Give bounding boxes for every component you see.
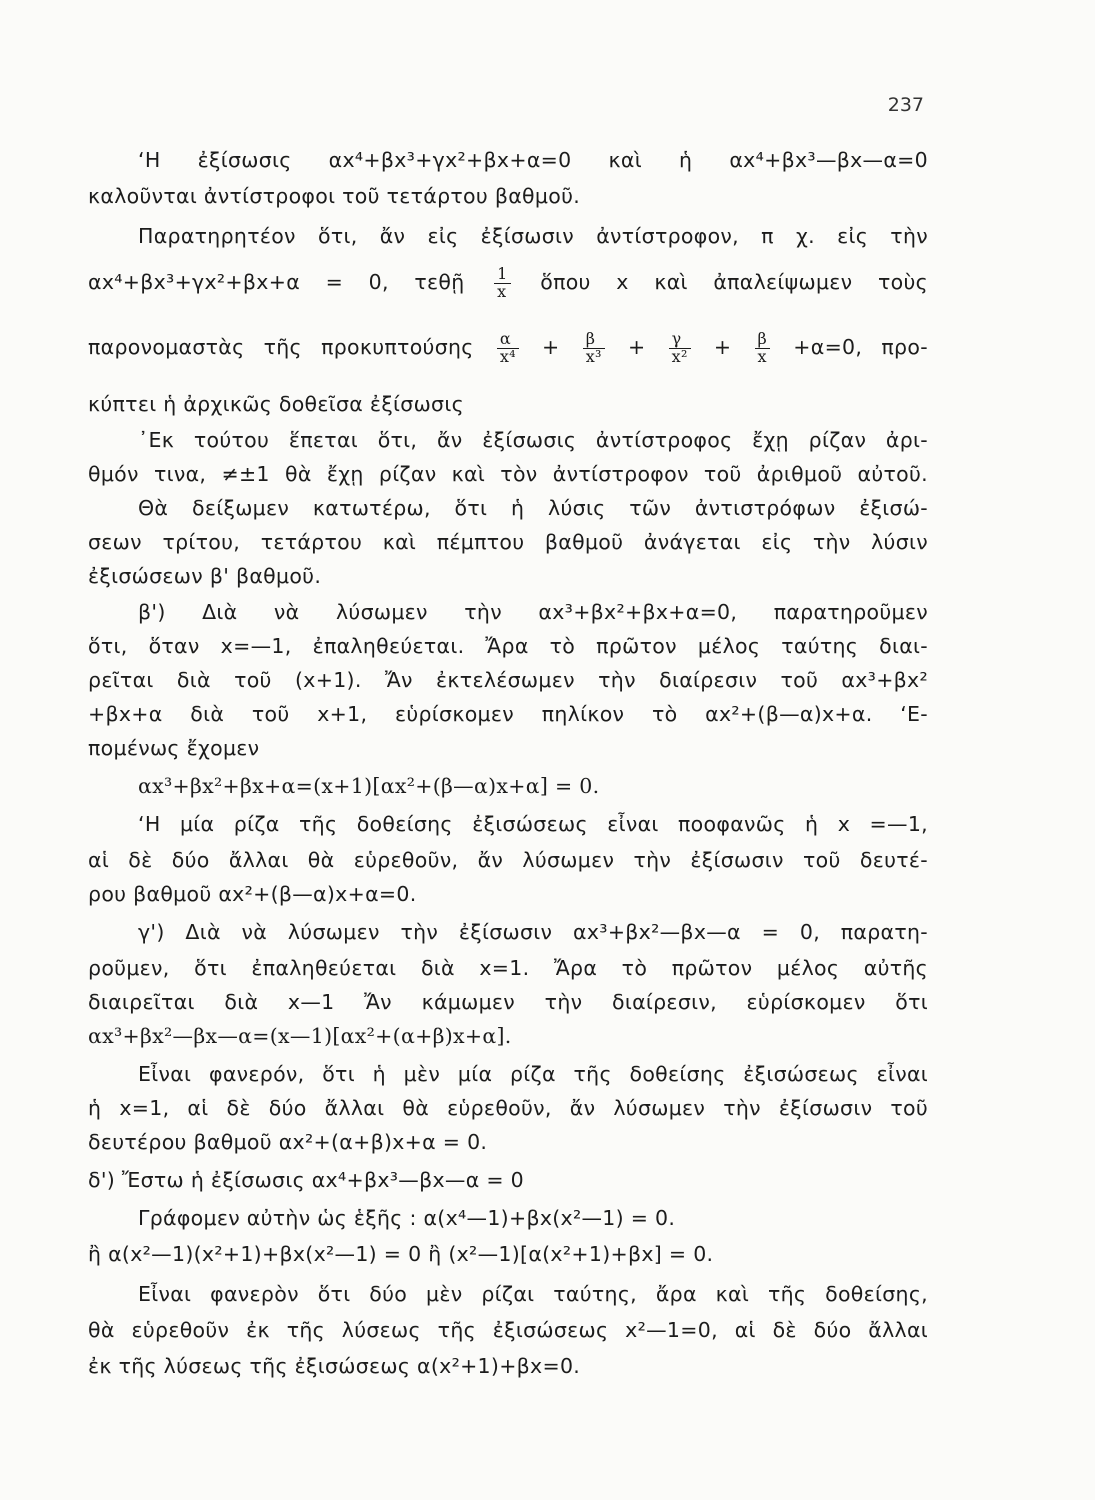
text-line-20: ρου βαθμοῦ αx²+(β—α)x+α=0. xyxy=(88,882,417,906)
fraction-alpha-over-x4: $\frac{\alpha}{\text{x⁴}}$ xyxy=(497,331,519,366)
text-line-13: ὅτι, ὅταν x=—1, ἐπαληθεύεται. Ἄρα τὸ πρῶτον μέλος ταύτης διαι- xyxy=(88,634,928,658)
text-line-25: Εἶναι φανερόν, ὅτι ἡ μὲν μία ρίζα τῆς δοθείσης ἐξισώσεως εἶναι xyxy=(138,1062,928,1086)
text-line-28: δ') Ἔστω ἡ ἐξίσωσις αx⁴+βx³—βx—α = 0 xyxy=(88,1168,524,1192)
plus-sign: + xyxy=(713,335,732,359)
text-line-14: ρεῖται διὰ τοῦ (x+1). Ἄν ἐκτελέσωμεν τὴν διαίρεσιν τοῦ αx³+βx² xyxy=(88,668,928,692)
text-line-7: ᾿Εκ τούτου ἕπεται ὅτι, ἄν ἐξίσωσις ἀντίστροφος ἔχῃ ρίζαν ἀρι- xyxy=(138,428,928,452)
fraction-gamma-over-x2: $\frac{\gamma}{\text{x²}}$ xyxy=(669,331,691,366)
equation-line-24: αx³+βx²—βx—α=(x—1)[αx²+(α+β)x+α]. xyxy=(88,1024,512,1048)
plus-sign: + xyxy=(542,335,560,359)
text-line-26: ἡ x=1, αἱ δὲ δύο ἄλλαι θὰ εὑρεθοῦν, ἄν λύσωμεν τὴν ἐξίσωσιν τοῦ xyxy=(88,1096,928,1120)
text-line-15: +βx+α διὰ τοῦ x+1, εὑρίσκομεν πηλίκον τὸ αx²+(β—α)x+α. ‘Ε- xyxy=(88,702,928,726)
text-line-1: ‘Η ἐξίσωσις αx⁴+βx³+γx²+βx+α=0 καὶ ἡ αx⁴+βx³—βx—α=0 xyxy=(138,148,928,172)
page-number: 237 xyxy=(887,94,924,116)
equation-line-17: αx³+βx²+βx+α=(x+1)[αx²+(β—α)x+α] = 0. xyxy=(138,774,600,798)
line-5-trail: +α=0, προ- xyxy=(793,335,928,359)
text-line-27: δευτέρου βαθμοῦ αx²+(α+β)x+α = 0. xyxy=(88,1130,488,1154)
text-line-11: ἐξισώσεων β' βαθμοῦ. xyxy=(88,564,322,588)
text-line-12: β') Διὰ νὰ λύσωμεν τὴν αx³+βx²+βx+α=0, παρατηροῦμεν xyxy=(138,600,928,624)
fraction-beta-over-x3: $\frac{\beta}{\text{x³}}$ xyxy=(583,331,605,366)
text-line-10: σεων τρίτου, τετάρτου καὶ πέμπτου βαθμοῦ ἀνάγεται εἰς τὴν λύσιν xyxy=(88,530,928,554)
line-5-lead: παρονομαστὰς τῆς προκυπτούσης xyxy=(88,335,474,359)
text-line-31: Εἶναι φανερὸν ὅτι δύο μὲν ρίζαι ταύτης, ἄρα καὶ τῆς δοθείσης, xyxy=(138,1282,928,1306)
plus-sign: + xyxy=(627,335,646,359)
text-line-23: διαιρεῖται διὰ x—1 Ἄν κάμωμεν τὴν διαίρεσιν, εὑρίσκομεν ὅτι xyxy=(88,990,928,1014)
text-line-22: ροῦμεν, ὅτι ἐπαληθεύεται διὰ x=1. Ἄρα τὸ πρῶτον μέλος αὐτῆς xyxy=(88,956,928,980)
text-line-4-with-fraction xyxy=(88,262,928,302)
line-4-lead: αx⁴+βx³+γx²+βx+α = 0, τεθῇ xyxy=(88,270,465,294)
fraction-beta-over-x: $\frac{\beta}{x}$ xyxy=(755,331,771,366)
equation-line-30: ἢ α(x²—1)(x²+1)+βx(x²—1) = 0 ἢ (x²—1)[α(x²+1)+βx] = 0. xyxy=(88,1242,714,1266)
line-4-trail: ὅπου x καὶ ἀπαλείψωμεν τοὺς xyxy=(540,270,928,294)
text-line-6: κύπτει ἡ ἀρχικῶς δοθεῖσα ἐξίσωσις xyxy=(88,392,464,416)
text-line-5-with-fractions xyxy=(88,325,928,369)
text-line-2: καλοῦνται ἀντίστροφοι τοῦ τετάρτου βαθμοῦ. xyxy=(88,184,581,208)
text-line-9: Θὰ δείξωμεν κατωτέρω, ὅτι ἡ λύσις τῶν ἀντιστρόφων ἐξισώ- xyxy=(138,496,928,520)
text-line-32: θὰ εὑρεθοῦν ἐκ τῆς λύσεως τῆς ἐξισώσεως x²—1=0, αἱ δὲ δύο ἄλλαι xyxy=(88,1318,928,1342)
text-line-16: πομένως ἔχομεν xyxy=(88,736,260,760)
text-line-19: αἱ δὲ δύο ἄλλαι θὰ εὑρεθοῦν, ἄν λύσωμεν τὴν ἐξίσωσιν τοῦ δευτέ- xyxy=(88,848,928,872)
text-line-29: Γράφομεν αὐτὴν ὡς ἑξῆς : α(x⁴—1)+βx(x²—1) = 0. xyxy=(138,1206,676,1230)
text-line-18: ‘Η μία ρίζα τῆς δοθείσης ἐξισώσεως εἶναι ποοφανῶς ἡ x =—1, xyxy=(138,812,928,836)
text-line-33: ἐκ τῆς λύσεως τῆς ἐξισώσεως α(x²+1)+βx=0. xyxy=(88,1354,581,1378)
text-line-3: Παρατηρητέον ὅτι, ἄν εἰς ἐξίσωσιν ἀντίστροφον, π χ. εἰς τὴν xyxy=(138,224,928,248)
fraction-one-over-x: $\frac{1}{x}$ xyxy=(494,266,510,301)
text-line-8: θμόν τινα, ≠±1 θὰ ἔχῃ ρίζαν καὶ τὸν ἀντίστροφον τοῦ ἀριθμοῦ αὐτοῦ. xyxy=(88,462,928,486)
text-line-21: γ') Διὰ νὰ λύσωμεν τὴν ἐξίσωσιν αx³+βx²—βx—α = 0, παρατη- xyxy=(138,920,928,944)
